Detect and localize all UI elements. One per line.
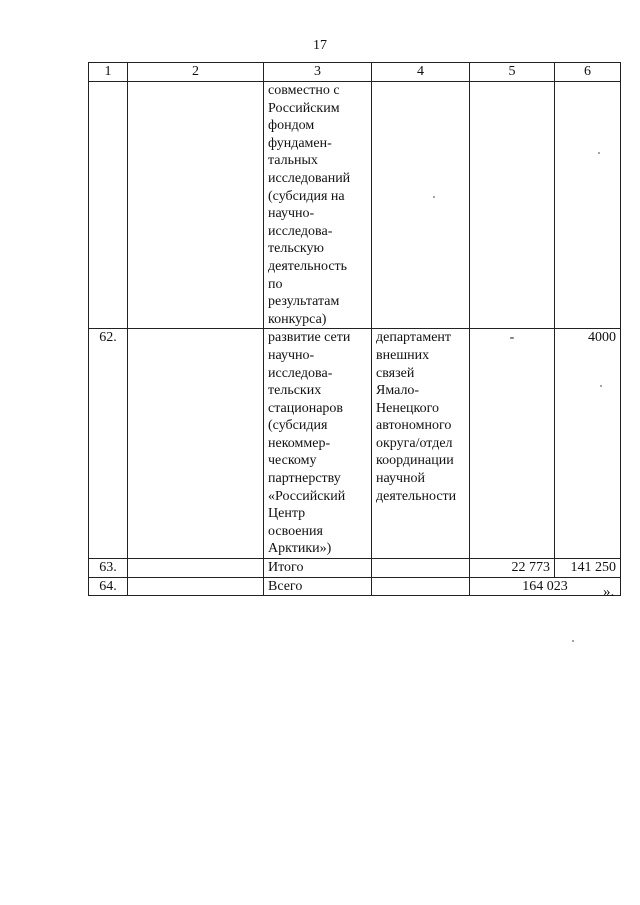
table-header-row [89, 63, 621, 82]
row-description: развитие сети научно- исследова- тельских стационаров (субсидия некоммер- ческому партнерству «Российский Центр освоения Арктики») [264, 329, 372, 559]
total-label: Итого [264, 559, 372, 578]
grand-row-number: 64. [89, 577, 128, 596]
row-number [89, 82, 128, 329]
row-col-2 [128, 329, 264, 559]
scan-speck [598, 152, 600, 154]
grand-row-col-2 [128, 577, 264, 596]
row-col-5 [470, 82, 555, 329]
header-col-1: 1 [89, 63, 128, 82]
row-col-6 [555, 82, 621, 329]
row-responsible [372, 82, 470, 329]
row-col-2 [128, 82, 264, 329]
header-col-3: 3 [264, 63, 372, 82]
header-col-4: 4 [372, 63, 470, 82]
budget-table [88, 62, 621, 596]
total-row-col-4 [372, 559, 470, 578]
scan-speck [433, 196, 435, 198]
total-row-col-2 [128, 559, 264, 578]
total-row [89, 559, 621, 578]
header-col-2: 2 [128, 63, 264, 82]
grand-total-row [89, 577, 621, 596]
grand-label: Всего [264, 577, 372, 596]
header-col-6: 6 [555, 63, 621, 82]
closing-quote-mark: ». [603, 584, 615, 600]
header-col-5: 5 [470, 63, 555, 82]
row-number: 62. [89, 329, 128, 559]
table-row [89, 82, 621, 329]
grand-row-col-4 [372, 577, 470, 596]
total-col-5: 22 773 [470, 559, 555, 578]
total-row-number: 63. [89, 559, 128, 578]
row-description: совместно с Российским фондом фундамен- тальных исследований (субсидия на научно- исследова- тельскую деятельность по результатам конкурса) [264, 82, 372, 329]
table-row [89, 329, 621, 559]
scan-speck [572, 640, 574, 642]
scan-speck [600, 385, 602, 387]
grand-total-value: 164 023 [470, 577, 621, 596]
total-col-6: 141 250 [555, 559, 621, 578]
row-col-5: - [470, 329, 555, 559]
page-number: 17 [313, 38, 327, 53]
row-col-6: 4000 [555, 329, 621, 559]
row-responsible: департамент внешних связей Ямало- Ненецкого автономного округа/отдел координации научной деятельности [372, 329, 470, 559]
